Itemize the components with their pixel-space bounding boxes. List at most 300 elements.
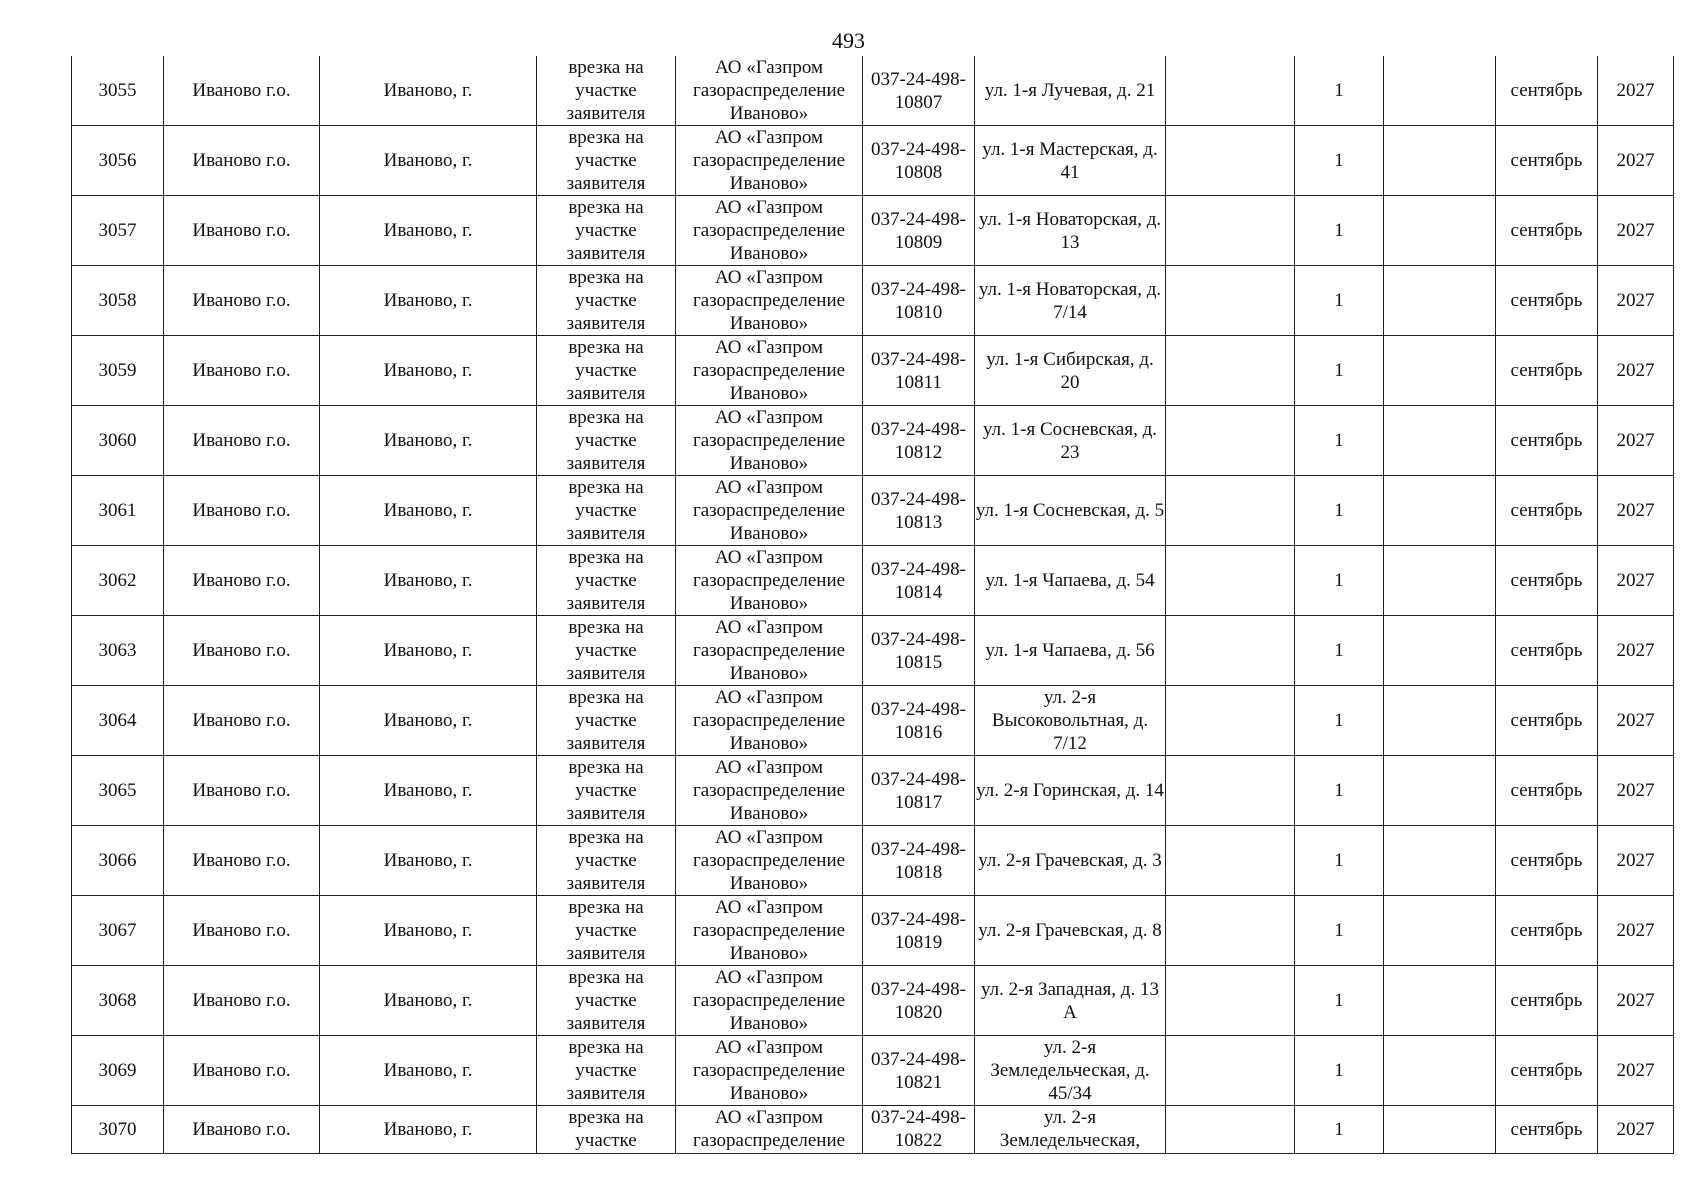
table-row <box>72 546 1674 616</box>
cell-empty2 <box>1384 546 1496 616</box>
cell-text: Иваново г.о. <box>192 150 291 171</box>
cell-text: 037-24-498-10814 <box>871 558 966 603</box>
cell-text: Иваново, г. <box>383 640 473 661</box>
cell-code <box>863 266 975 336</box>
cell-empty2 <box>1384 896 1496 966</box>
cell-text: 1 <box>1334 360 1344 381</box>
cell-text: 037-24-498-10813 <box>871 488 966 533</box>
cell-text: 2027 <box>1616 710 1655 731</box>
cell-text: АО «Газпром газораспределение Иваново» <box>692 617 846 684</box>
cell-text: 3066 <box>98 850 137 871</box>
cell-text: ул. 2-я Западная, д. 13 А <box>981 978 1159 1023</box>
cell-text: врезка на участке заявителя <box>566 407 646 474</box>
cell-month <box>1496 476 1598 546</box>
cell-text: ул. 1-я Сосневская, д. 23 <box>983 418 1157 463</box>
cell-year <box>1598 966 1674 1036</box>
cell-text: врезка на участке заявителя <box>566 757 646 824</box>
cell-text: 3062 <box>98 570 137 591</box>
cell-work-type <box>537 1036 676 1106</box>
cell-text: врезка на участке заявителя <box>566 897 646 964</box>
cell-settlement <box>320 126 537 196</box>
cell-month <box>1496 1106 1598 1154</box>
cell-empty2 <box>1384 126 1496 196</box>
cell-work-type <box>537 56 676 126</box>
cell-text: Иваново г.о. <box>192 1060 291 1081</box>
cell-org <box>676 406 863 476</box>
cell-text: 2027 <box>1616 220 1655 241</box>
table-row <box>72 196 1674 266</box>
cell-text: Иваново, г. <box>383 1060 473 1081</box>
cell-text: 1 <box>1334 220 1344 241</box>
cell-code <box>863 406 975 476</box>
cell-text: 2027 <box>1616 290 1655 311</box>
cell-address <box>975 896 1166 966</box>
cell-qty <box>1295 756 1384 826</box>
cell-text: Иваново г.о. <box>192 1119 291 1140</box>
cell-code <box>863 546 975 616</box>
cell-text: 037-24-498-10808 <box>871 138 966 183</box>
cell-year <box>1598 336 1674 406</box>
cell-text: сентябрь <box>1510 290 1583 311</box>
cell-empty2 <box>1384 1036 1496 1106</box>
cell-org <box>676 476 863 546</box>
cell-text: 037-24-498-10815 <box>871 628 966 673</box>
cell-text: врезка на участке <box>568 1107 644 1151</box>
cell-org <box>676 686 863 756</box>
cell-year <box>1598 1036 1674 1106</box>
register-table <box>71 56 1674 1154</box>
cell-text: врезка на участке заявителя <box>566 477 646 544</box>
cell-text: АО «Газпром газораспределение Иваново» <box>692 967 846 1034</box>
cell-text: 037-24-498-10822 <box>871 1107 966 1151</box>
cell-month <box>1496 336 1598 406</box>
cell-text: 2027 <box>1616 1060 1655 1081</box>
cell-text: АО «Газпром газораспределение Иваново» <box>692 1037 846 1104</box>
cell-text: сентябрь <box>1510 1119 1583 1140</box>
cell-text: Иваново г.о. <box>192 570 291 591</box>
cell-text: 1 <box>1334 640 1344 661</box>
cell-text: 2027 <box>1616 500 1655 521</box>
cell-text: Иваново г.о. <box>192 220 291 241</box>
cell-address <box>975 1106 1166 1154</box>
cell-district <box>164 966 320 1036</box>
cell-settlement <box>320 266 537 336</box>
cell-text: ул. 2-я Грачевская, д. 3 <box>978 850 1162 871</box>
table-row <box>72 126 1674 196</box>
table-row <box>72 476 1674 546</box>
table-row <box>72 966 1674 1036</box>
cell-text: 3055 <box>98 80 137 101</box>
cell-address <box>975 826 1166 896</box>
cell-year <box>1598 266 1674 336</box>
cell-text: 1 <box>1334 290 1344 311</box>
cell-qty <box>1295 546 1384 616</box>
cell-text: Иваново, г. <box>383 710 473 731</box>
cell-text: 037-24-498-10810 <box>871 278 966 323</box>
cell-year <box>1598 406 1674 476</box>
cell-text: 2027 <box>1616 430 1655 451</box>
cell-num <box>72 1036 164 1106</box>
cell-org <box>676 266 863 336</box>
cell-text: 3065 <box>98 780 137 801</box>
cell-text: 037-24-498-10811 <box>871 348 966 393</box>
cell-text: 2027 <box>1616 360 1655 381</box>
cell-text: АО «Газпром газораспределение Иваново» <box>692 407 846 474</box>
cell-qty <box>1295 616 1384 686</box>
cell-empty2 <box>1384 756 1496 826</box>
table-row <box>72 406 1674 476</box>
cell-text: врезка на участке заявителя <box>566 57 646 124</box>
cell-qty <box>1295 896 1384 966</box>
cell-text: Иваново г.о. <box>192 920 291 941</box>
cell-district <box>164 826 320 896</box>
cell-work-type <box>537 826 676 896</box>
cell-empty2 <box>1384 406 1496 476</box>
cell-code <box>863 756 975 826</box>
cell-org <box>676 616 863 686</box>
cell-work-type <box>537 686 676 756</box>
cell-text: сентябрь <box>1510 360 1583 381</box>
cell-qty <box>1295 966 1384 1036</box>
cell-text: Иваново, г. <box>383 570 473 591</box>
cell-text: сентябрь <box>1510 640 1583 661</box>
cell-text: сентябрь <box>1510 570 1583 591</box>
cell-month <box>1496 266 1598 336</box>
cell-empty1 <box>1166 196 1295 266</box>
cell-text: ул. 1-я Мастерская, д. 41 <box>982 138 1158 183</box>
cell-settlement <box>320 616 537 686</box>
table-row <box>72 266 1674 336</box>
cell-text: 2027 <box>1616 780 1655 801</box>
cell-num <box>72 826 164 896</box>
table-body <box>72 56 1674 1154</box>
cell-text: 037-24-498-10818 <box>871 838 966 883</box>
cell-text: ул. 2-я Грачевская, д. 8 <box>978 920 1162 941</box>
cell-empty1 <box>1166 616 1295 686</box>
cell-code <box>863 196 975 266</box>
cell-text: Иваново г.о. <box>192 710 291 731</box>
cell-month <box>1496 616 1598 686</box>
cell-empty1 <box>1166 126 1295 196</box>
cell-work-type <box>537 966 676 1036</box>
cell-code <box>863 126 975 196</box>
cell-empty1 <box>1166 966 1295 1036</box>
cell-month <box>1496 126 1598 196</box>
cell-qty <box>1295 336 1384 406</box>
cell-year <box>1598 476 1674 546</box>
cell-code <box>863 966 975 1036</box>
cell-text: 2027 <box>1616 1119 1655 1140</box>
cell-empty2 <box>1384 1106 1496 1154</box>
cell-text: Иваново, г. <box>383 290 473 311</box>
cell-text: ул. 2-я Горинская, д. 14 <box>976 780 1164 801</box>
cell-qty <box>1295 1036 1384 1106</box>
cell-district <box>164 126 320 196</box>
cell-empty1 <box>1166 1106 1295 1154</box>
cell-empty1 <box>1166 336 1295 406</box>
cell-text: ул. 1-я Сосневская, д. 5 <box>975 500 1165 521</box>
cell-settlement <box>320 546 537 616</box>
cell-num <box>72 546 164 616</box>
cell-month <box>1496 56 1598 126</box>
cell-district <box>164 336 320 406</box>
cell-text: Иваново, г. <box>383 990 473 1011</box>
table-row <box>72 896 1674 966</box>
cell-text: 3058 <box>98 290 137 311</box>
cell-text: 1 <box>1334 80 1344 101</box>
cell-text: 037-24-498-10809 <box>871 208 966 253</box>
cell-month <box>1496 406 1598 476</box>
cell-text: 2027 <box>1616 990 1655 1011</box>
cell-text: Иваново, г. <box>383 780 473 801</box>
cell-text: 1 <box>1334 780 1344 801</box>
cell-qty <box>1295 56 1384 126</box>
cell-text: сентябрь <box>1510 780 1583 801</box>
cell-code <box>863 56 975 126</box>
cell-text: ул. 1-я Лучевая, д. 21 <box>984 80 1156 101</box>
cell-code <box>863 616 975 686</box>
cell-year <box>1598 826 1674 896</box>
cell-address <box>975 966 1166 1036</box>
cell-text: ул. 1-я Новаторская, д. 7/14 <box>978 278 1162 323</box>
cell-year <box>1598 1106 1674 1154</box>
table-row <box>72 826 1674 896</box>
cell-text: 2027 <box>1616 150 1655 171</box>
cell-text: 3067 <box>98 920 137 941</box>
cell-text: 1 <box>1334 150 1344 171</box>
cell-empty1 <box>1166 266 1295 336</box>
cell-text: АО «Газпром газораспределение Иваново» <box>692 827 846 894</box>
cell-address <box>975 336 1166 406</box>
cell-text: АО «Газпром газораспределение Иваново» <box>692 57 846 124</box>
cell-text: 1 <box>1334 1060 1344 1081</box>
cell-work-type <box>537 476 676 546</box>
cell-district <box>164 896 320 966</box>
cell-text: 2027 <box>1616 850 1655 871</box>
cell-text: АО «Газпром газораспределение Иваново» <box>692 337 846 404</box>
cell-text: врезка на участке заявителя <box>566 197 646 264</box>
cell-address <box>975 546 1166 616</box>
cell-work-type <box>537 1106 676 1154</box>
cell-district <box>164 56 320 126</box>
cell-qty <box>1295 686 1384 756</box>
cell-qty <box>1295 266 1384 336</box>
cell-text: АО «Газпром газораспределение Иваново» <box>692 897 846 964</box>
cell-text: 3069 <box>98 1060 137 1081</box>
cell-empty1 <box>1166 826 1295 896</box>
cell-empty1 <box>1166 406 1295 476</box>
cell-text: сентябрь <box>1510 430 1583 451</box>
cell-qty <box>1295 126 1384 196</box>
cell-text: врезка на участке заявителя <box>566 1037 646 1104</box>
cell-num <box>72 1106 164 1154</box>
cell-work-type <box>537 266 676 336</box>
cell-text: сентябрь <box>1510 220 1583 241</box>
cell-text: Иваново, г. <box>383 150 473 171</box>
cell-text: 037-24-498-10812 <box>871 418 966 463</box>
cell-work-type <box>537 196 676 266</box>
cell-org <box>676 896 863 966</box>
cell-org <box>676 1106 863 1154</box>
cell-work-type <box>537 126 676 196</box>
cell-district <box>164 476 320 546</box>
cell-text: 3070 <box>98 1119 137 1140</box>
cell-text: ул. 1-я Новаторская, д. 13 <box>978 208 1162 253</box>
cell-address <box>975 1036 1166 1106</box>
cell-settlement <box>320 826 537 896</box>
cell-text: Иваново г.о. <box>192 780 291 801</box>
cell-text: Иваново г.о. <box>192 360 291 381</box>
cell-num <box>72 406 164 476</box>
cell-text: 1 <box>1334 920 1344 941</box>
cell-text: 2027 <box>1616 920 1655 941</box>
cell-num <box>72 266 164 336</box>
cell-month <box>1496 756 1598 826</box>
cell-text: 1 <box>1334 500 1344 521</box>
cell-num <box>72 126 164 196</box>
cell-text: ул. 1-я Чапаева, д. 56 <box>985 640 1155 661</box>
cell-work-type <box>537 756 676 826</box>
cell-text: ул. 1-я Чапаева, д. 54 <box>985 570 1155 591</box>
cell-text: 037-24-498-10819 <box>871 908 966 953</box>
cell-address <box>975 266 1166 336</box>
cell-code <box>863 336 975 406</box>
cell-text: АО «Газпром газораспределение <box>692 1107 846 1151</box>
cell-text: АО «Газпром газораспределение Иваново» <box>692 267 846 334</box>
cell-text: врезка на участке заявителя <box>566 617 646 684</box>
cell-empty2 <box>1384 826 1496 896</box>
cell-num <box>72 196 164 266</box>
cell-code <box>863 476 975 546</box>
cell-org <box>676 1036 863 1106</box>
cell-settlement <box>320 756 537 826</box>
cell-empty2 <box>1384 336 1496 406</box>
cell-qty <box>1295 196 1384 266</box>
cell-num <box>72 336 164 406</box>
cell-qty <box>1295 406 1384 476</box>
cell-org <box>676 196 863 266</box>
cell-text: 037-24-498-10820 <box>871 978 966 1023</box>
cell-text: 037-24-498-10807 <box>871 68 966 113</box>
cell-text: ул. 1-я Сибирская, д. 20 <box>986 348 1154 393</box>
cell-text: Иваново г.о. <box>192 850 291 871</box>
cell-settlement <box>320 196 537 266</box>
cell-org <box>676 126 863 196</box>
cell-org <box>676 966 863 1036</box>
cell-text: врезка на участке заявителя <box>566 337 646 404</box>
cell-text: сентябрь <box>1510 990 1583 1011</box>
cell-district <box>164 266 320 336</box>
cell-org <box>676 756 863 826</box>
cell-text: 037-24-498-10816 <box>871 698 966 743</box>
cell-work-type <box>537 896 676 966</box>
cell-text: Иваново, г. <box>383 1119 473 1140</box>
cell-empty2 <box>1384 616 1496 686</box>
cell-text: врезка на участке заявителя <box>566 967 646 1034</box>
cell-address <box>975 406 1166 476</box>
cell-address <box>975 476 1166 546</box>
cell-address <box>975 196 1166 266</box>
cell-text: врезка на участке заявителя <box>566 127 646 194</box>
cell-text: ул. 2-я Высоковольтная, д. 7/12 <box>991 687 1149 754</box>
cell-district <box>164 686 320 756</box>
cell-num <box>72 896 164 966</box>
cell-address <box>975 686 1166 756</box>
cell-org <box>676 336 863 406</box>
cell-text: Иваново, г. <box>383 220 473 241</box>
cell-empty1 <box>1166 1036 1295 1106</box>
cell-year <box>1598 126 1674 196</box>
cell-empty2 <box>1384 476 1496 546</box>
cell-text: Иваново г.о. <box>192 640 291 661</box>
cell-address <box>975 756 1166 826</box>
cell-text: 3061 <box>98 500 137 521</box>
cell-work-type <box>537 616 676 686</box>
cell-org <box>676 546 863 616</box>
cell-settlement <box>320 686 537 756</box>
table-row <box>72 336 1674 406</box>
cell-text: АО «Газпром газораспределение Иваново» <box>692 547 846 614</box>
cell-text: 3059 <box>98 360 137 381</box>
cell-text: врезка на участке заявителя <box>566 827 646 894</box>
cell-org <box>676 826 863 896</box>
table-row <box>72 616 1674 686</box>
cell-settlement <box>320 336 537 406</box>
cell-text: АО «Газпром газораспределение Иваново» <box>692 757 846 824</box>
cell-text: 1 <box>1334 850 1344 871</box>
cell-text: Иваново, г. <box>383 80 473 101</box>
cell-text: 2027 <box>1616 640 1655 661</box>
table-row <box>72 56 1674 126</box>
cell-district <box>164 1036 320 1106</box>
cell-text: сентябрь <box>1510 920 1583 941</box>
cell-text: врезка на участке заявителя <box>566 687 646 754</box>
cell-district <box>164 546 320 616</box>
cell-text: 1 <box>1334 710 1344 731</box>
cell-text: 1 <box>1334 570 1344 591</box>
cell-qty <box>1295 476 1384 546</box>
cell-settlement <box>320 1036 537 1106</box>
cell-text: 2027 <box>1616 570 1655 591</box>
cell-year <box>1598 756 1674 826</box>
cell-code <box>863 686 975 756</box>
cell-text: Иваново г.о. <box>192 500 291 521</box>
cell-settlement <box>320 1106 537 1154</box>
cell-year <box>1598 896 1674 966</box>
cell-code <box>863 1106 975 1154</box>
cell-text: сентябрь <box>1510 850 1583 871</box>
cell-text: сентябрь <box>1510 80 1583 101</box>
cell-month <box>1496 1036 1598 1106</box>
cell-num <box>72 476 164 546</box>
cell-empty2 <box>1384 196 1496 266</box>
cell-num <box>72 966 164 1036</box>
cell-text: АО «Газпром газораспределение Иваново» <box>692 127 846 194</box>
cell-qty <box>1295 826 1384 896</box>
cell-work-type <box>537 336 676 406</box>
cell-text: сентябрь <box>1510 710 1583 731</box>
table-row <box>72 1036 1674 1106</box>
cell-text: 1 <box>1334 430 1344 451</box>
cell-district <box>164 406 320 476</box>
cell-month <box>1496 196 1598 266</box>
cell-text: Иваново, г. <box>383 430 473 451</box>
cell-settlement <box>320 56 537 126</box>
cell-district <box>164 1106 320 1154</box>
cell-text: 3063 <box>98 640 137 661</box>
cell-text: 1 <box>1334 1119 1344 1140</box>
cell-empty1 <box>1166 686 1295 756</box>
